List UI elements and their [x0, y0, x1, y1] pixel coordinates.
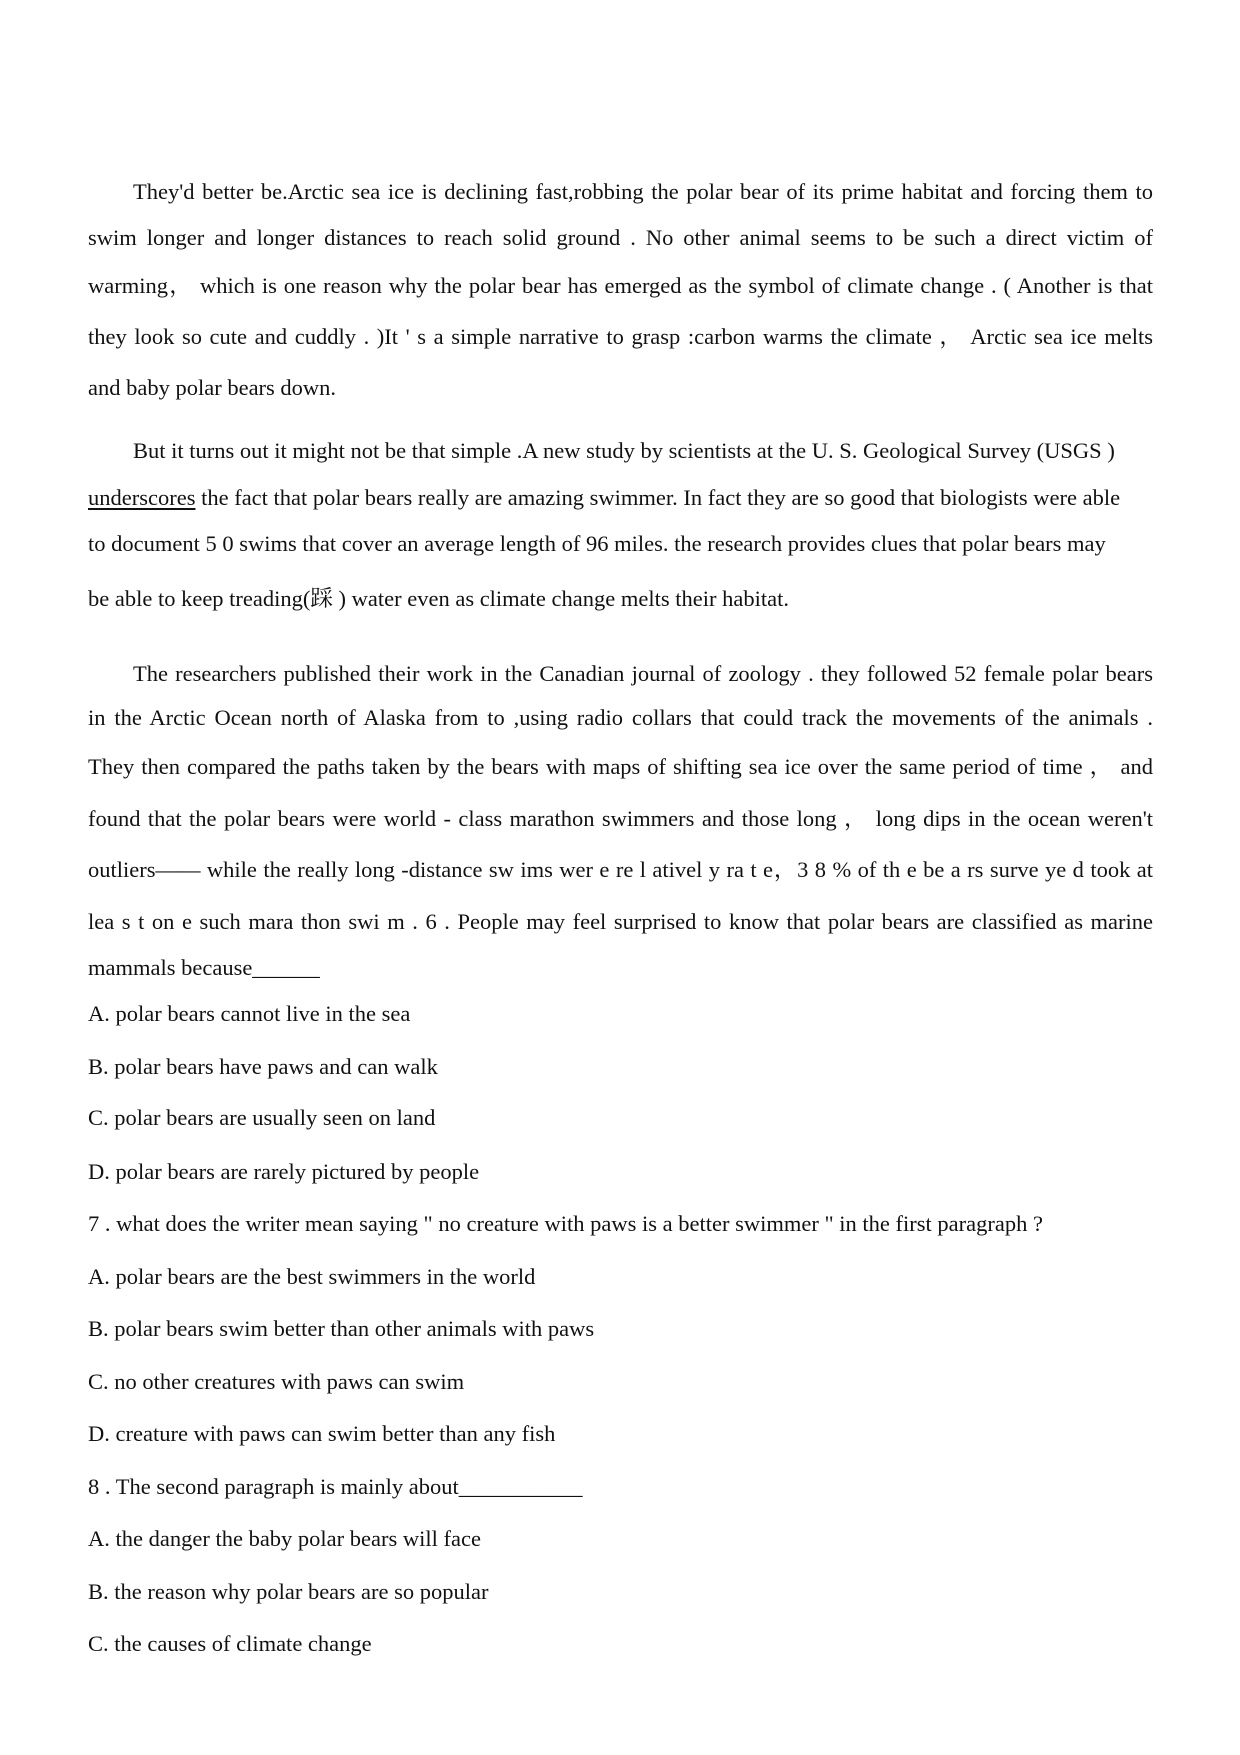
- passage-line: outliers—— while the really long -distance sw ims wer e re l ativel y ra t e，3 8 % of th e be a rs surve ye d took at: [88, 857, 1153, 882]
- passage-line: swim longer and longer distances to reach solid ground . No other animal seems to be such a direct victim of: [88, 225, 1153, 250]
- answer-option-c: C. no other creatures with paws can swim: [88, 1369, 465, 1394]
- passage-line: The researchers published their work in the Canadian journal of zoology . they followed 52 female polar bears: [133, 661, 1153, 686]
- passage-line: and baby polar bears down.: [88, 375, 337, 400]
- passage-line: They then compared the paths taken by the bears with maps of shifting sea ice over the same period of time ， and: [88, 754, 1153, 779]
- passage-line-text: the fact that polar bears really are amazing swimmer. In fact they are so good that biologists were able: [195, 485, 1121, 510]
- underlined-word: underscores: [88, 485, 196, 510]
- answer-option-a: A. polar bears are the best swimmers in the world: [88, 1264, 536, 1289]
- passage-line: to document 5 0 swims that cover an average length of 96 miles. the research provides clues that polar bears may: [88, 531, 1106, 556]
- passage-line: lea s t on e such mara thon swi m . 6 . People may feel surprised to know that polar bears are classified as marine: [88, 909, 1153, 934]
- answer-option-b: B. polar bears swim better than other animals with paws: [88, 1316, 595, 1341]
- passage-line: they look so cute and cuddly . )It ' s a simple narrative to grasp :carbon warms the climate ， Arctic sea ice melts: [88, 324, 1153, 349]
- passage-line: warming， which is one reason why the polar bear has emerged as the symbol of climate change . ( Another is that: [88, 273, 1153, 298]
- passage-line: be able to keep treading(踩 ) water even as climate change melts their habitat.: [88, 586, 789, 611]
- answer-option-b: B. polar bears have paws and can walk: [88, 1054, 438, 1079]
- answer-option-b: B. the reason why polar bears are so popular: [88, 1579, 489, 1604]
- question-7-stem: 7 . what does the writer mean saying " no creature with paws is a better swimmer " in the first paragraph ?: [88, 1211, 1043, 1236]
- answer-option-d: D. polar bears are rarely pictured by people: [88, 1159, 480, 1184]
- passage-line: in the Arctic Ocean north of Alaska from to ,using radio collars that could track the movements of the animals .: [88, 705, 1153, 730]
- answer-option-d: D. creature with paws can swim better than any fish: [88, 1421, 556, 1446]
- passage-line: But it turns out it might not be that simple .A new study by scientists at the U. S. Geological Survey (USGS ): [133, 438, 1115, 463]
- passage-line: [88, 483, 1153, 513]
- answer-option-a: A. polar bears cannot live in the sea: [88, 1001, 411, 1026]
- passage-line: They'd better be.Arctic sea ice is declining fast,robbing the polar bear of its prime habitat and forcing them to: [133, 179, 1153, 204]
- question-8-stem: 8 . The second paragraph is mainly about___________: [88, 1474, 583, 1499]
- answer-option-c: C. the causes of climate change: [88, 1631, 372, 1656]
- answer-option-a: A. the danger the baby polar bears will face: [88, 1526, 481, 1551]
- answer-option-c: C. polar bears are usually seen on land: [88, 1105, 436, 1130]
- passage-line: found that the polar bears were world - class marathon swimmers and those long ， long dips in the ocean weren't: [88, 806, 1153, 831]
- question-6-stem-end: mammals because______: [88, 955, 320, 980]
